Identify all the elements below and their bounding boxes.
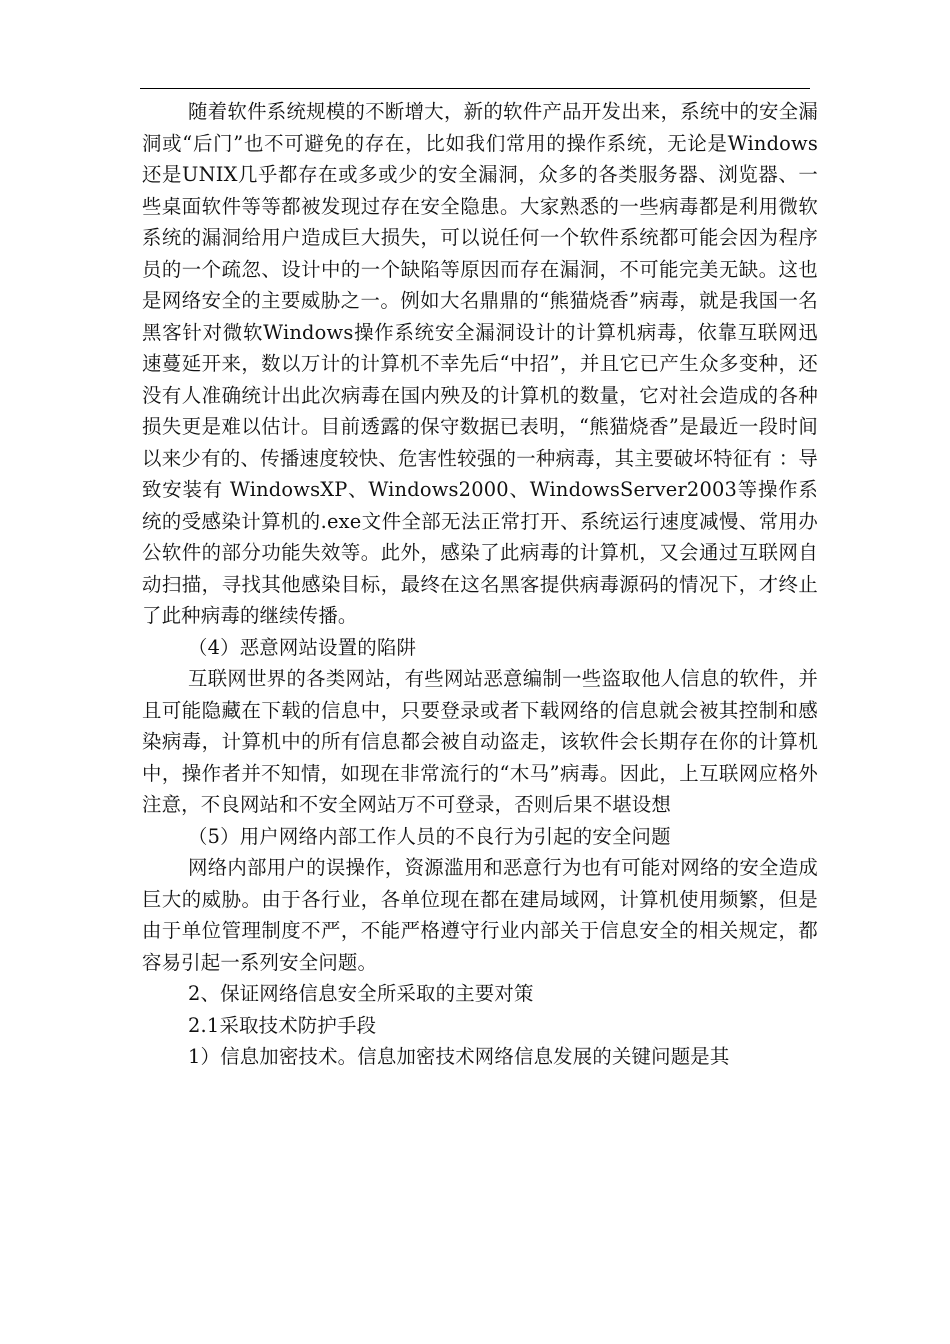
- header-rule: [140, 88, 810, 89]
- paragraph-internal-staff: 网络内部用户的误操作，资源滥用和恶意行为也有可能对网络的安全造成巨大的威胁。由于各行业，各单位现在都在建局域网，计算机使用频繁，但是由于单位管理制度不严，不能严格遵守行业内部关于信息安全的相关规定，都容易引起一系列安全问题。: [142, 856, 818, 974]
- heading-technical-protection: 2.1采取技术防护手段: [188, 1013, 377, 1037]
- paragraph-vulnerabilities: 随着软件系统规模的不断增大，新的软件产品开发出来，系统中的安全漏洞或“后门”也不可避免的存在，比如我们常用的操作系统，无论是Windows还是UNIX几乎都存在或多或少的安全漏洞，众多的各类服务器、浏览器、一些桌面软件等等都被发现过存在安全隐患。大家熟悉的一些病毒都是利用微软系统的漏洞给用户造成巨大损失，可以说任何一个软件系统都可能会因为程序员的一个疏忽、设计中的一个缺陷等原因而存在漏洞，不可能完美无缺。这也是网络安全的主要威胁之一。例如大名鼎鼎的“熊猫烧香”病毒，就是我国一名黑客针对微软Windows操作系统安全漏洞设计的计算机病毒，依靠互联网迅速蔓延开来，数以万计的计算机不幸先后“中招”，并且它已产生众多变种，还没有人准确统计出此次病毒在国内殃及的计算机的数量，它对社会造成的各种损失更是难以估计。目前透露的保守数据已表明，“熊猫烧香”是最近一段时间以来少有的、传播速度较快、危害性较强的一种病毒，其主要破坏特征有 ：导致安装有 WindowsXP、Windows2000、WindowsServer2003等操作系统的受感染计算机的.exe文件全部无法正常打开、系统运行速度减慢、常用办公软件的部分功能失效等。此外，感染了此病毒的计算机，又会通过互联网自动扫描，寻找其他感染目标，最终在这名黑客提供病毒源码的情况下，才终止了此种病毒的继续传播。: [142, 100, 818, 627]
- document-body: [142, 96, 818, 1073]
- paragraph-encryption: 1）信息加密技术。信息加密技术网络信息发展的关键问题是其: [188, 1045, 730, 1068]
- heading-countermeasures: 2、保证网络信息安全所采取的主要对策: [188, 982, 534, 1005]
- heading-malicious-websites: （4）恶意网站设置的陷阱: [188, 635, 417, 659]
- heading-internal-staff: （5）用户网络内部工作人员的不良行为引起的安全问题: [188, 824, 671, 848]
- paragraph-malicious-websites: 互联网世界的各类网站，有些网站恶意编制一些盗取他人信息的软件，并且可能隐藏在下载的信息中，只要登录或者下载网络的信息就会被其控制和感染病毒，计算机中的所有信息都会被自动盗走，该软件会长期存在你的计算机中，操作者并不知情，如现在非常流行的“木马”病毒。因此，上互联网应格外注意，不良网站和不安全网站万不可登录，否则后果不堪设想: [142, 667, 818, 816]
